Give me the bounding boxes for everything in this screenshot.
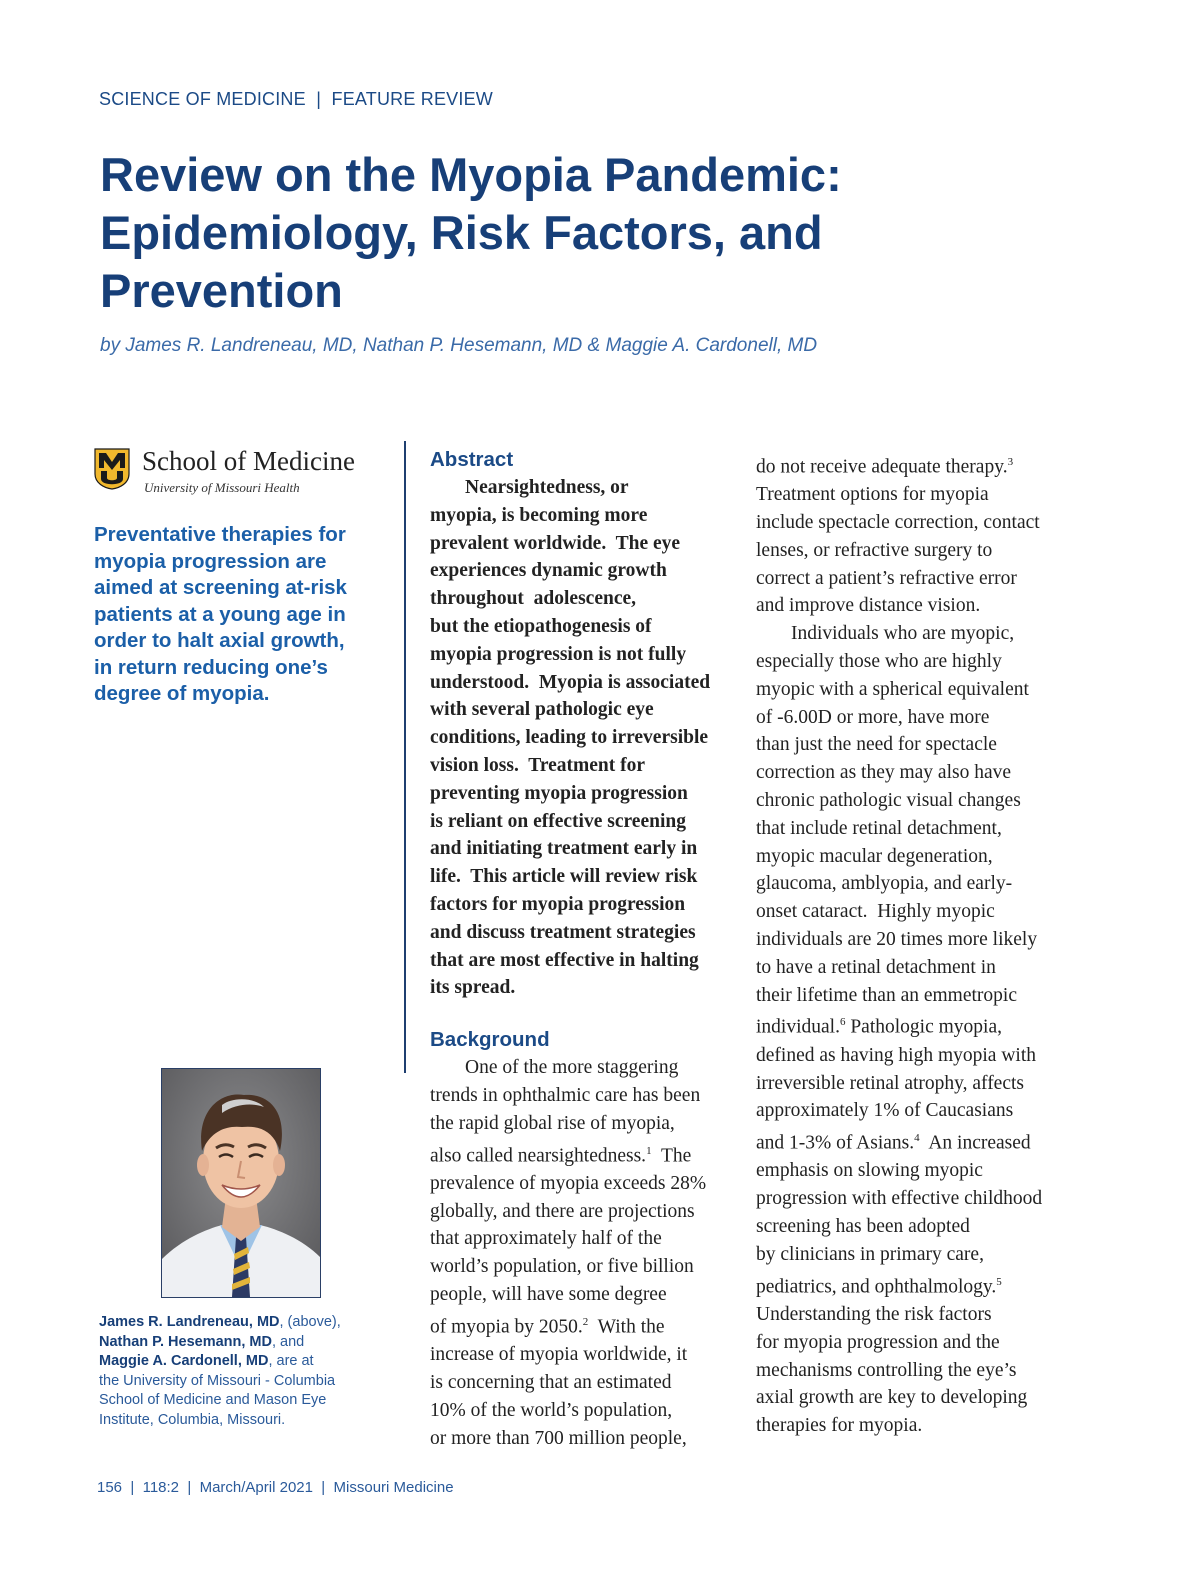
text-line: and initiating treatment early in <box>430 838 698 860</box>
text-line: prevalent worldwide. The eye <box>430 532 681 554</box>
reference-superscript: 5 <box>996 1275 1002 1288</box>
text-line: chronic pathologic visual changes <box>756 790 1021 812</box>
text-line: and discuss treatment strategies <box>430 921 696 943</box>
text-line: include spectacle correction, contact <box>756 512 1040 534</box>
text-line: myopic with a spherical equivalent <box>756 678 1029 700</box>
text-line: and 1-3% of Asians.$^4$ An increased <box>756 1132 1031 1154</box>
text-line: also called nearsightedness.$^1$ The <box>430 1144 692 1167</box>
reference-superscript: 2 <box>582 1315 589 1328</box>
text-line: of myopia by 2050.$^2$ With the <box>430 1315 665 1338</box>
text-line: or more than 700 million people, <box>430 1427 687 1449</box>
logo-name: School of Medicine <box>142 446 355 476</box>
text-line: with several pathologic eye <box>430 699 654 721</box>
reference-superscript: 3 <box>1007 456 1014 468</box>
text-line: Nearsightedness, or <box>465 477 629 498</box>
caption-author-name: James R. Landreneau, MD <box>99 1314 280 1330</box>
text-line: mechanisms controlling the eye’s <box>756 1359 1017 1381</box>
caption-text: , (above), <box>279 1314 341 1330</box>
text-line: prevalence of myopia exceeds 28% <box>430 1172 707 1194</box>
text-line: lenses, or refractive surgery to <box>756 539 993 561</box>
text-line: glaucoma, amblyopia, and early- <box>756 873 1013 895</box>
reference-superscript: 4 <box>914 1132 920 1145</box>
text-line: myopic macular degeneration, <box>756 845 993 867</box>
text-line: its spread. <box>430 977 516 999</box>
author-portrait <box>161 1068 321 1298</box>
text-line: but the etiopathogenesis of <box>430 615 652 637</box>
pull-quote <box>94 522 384 708</box>
text-line: axial growth are key to developing <box>756 1387 1028 1409</box>
column-abstract-background <box>430 446 735 1452</box>
pull-quote-line: in return reducing one’s <box>94 655 328 679</box>
abstract-body <box>430 474 735 1002</box>
text-line: therapies for myopia. <box>756 1415 923 1437</box>
mizzou-shield-icon <box>94 448 130 490</box>
portrait-illustration <box>162 1069 320 1297</box>
text-line: vision loss. Treatment for <box>430 754 646 776</box>
school-logo <box>94 446 384 496</box>
text-line: is concerning that an estimated <box>430 1371 672 1393</box>
background-body <box>430 1054 735 1452</box>
caption-line: School of Medicine and Mason Eye <box>99 1392 327 1408</box>
background-heading: Background <box>430 1028 550 1052</box>
pull-quote-line: aimed at screening at-risk <box>94 576 347 599</box>
page-footer: 156 | 118:2 | March/April 2021 | Missouri Medicine <box>97 1479 454 1496</box>
title-line: Review on the Myopia Pandemic: <box>100 148 842 201</box>
text-line: especially those who are highly <box>756 651 1002 673</box>
title-line: Prevention <box>100 264 343 317</box>
text-line: trends in ophthalmic care has been <box>430 1084 701 1106</box>
text-line: factors for myopia progression <box>430 893 686 915</box>
text-line: is reliant on effective screening <box>430 810 686 832</box>
text-line: onset cataract. Highly myopic <box>756 901 995 923</box>
reference-superscript: 1 <box>646 1144 652 1157</box>
text-line: pediatrics, and ophthalmology.$^5$ <box>756 1275 1002 1298</box>
text-line: Treatment options for myopia <box>756 484 989 506</box>
text-line: preventing myopia progression <box>430 782 688 804</box>
text-line: for myopia progression and the <box>756 1331 1000 1353</box>
text-line: conditions, leading to irreversible <box>430 727 709 749</box>
caption-line: the University of Missouri - Columbia <box>99 1372 336 1389</box>
text-line: approximately 1% of Caucasians <box>756 1100 1014 1122</box>
caption-text: , are at <box>268 1353 314 1369</box>
caption-author-name: Nathan P. Hesemann, MD <box>99 1333 272 1350</box>
column-body-continued <box>756 449 1071 1440</box>
text-line: people, will have some degree <box>430 1284 667 1306</box>
text-line: than just the need for spectacle <box>756 734 997 756</box>
text-line: correct a patient’s refractive error <box>756 567 1017 589</box>
text-line: that approximately half of the <box>430 1228 662 1250</box>
section-kicker: SCIENCE OF MEDICINE | FEATURE REVIEW <box>99 89 493 109</box>
text-line: of -6.00D or more, have more <box>756 706 990 728</box>
caption-text: , and <box>271 1333 305 1350</box>
logo-subtitle: University of Missouri Health <box>144 480 300 495</box>
text-line: individuals are 20 times more likely <box>756 929 1038 951</box>
pull-quote-line: patients at a young age in <box>94 602 346 626</box>
text-line: defined as having high myopia with <box>756 1044 1036 1066</box>
text-line: that include retinal detachment, <box>756 817 1002 839</box>
text-line: One of the more staggering <box>465 1057 679 1079</box>
pull-quote-line: order to halt axial growth, <box>94 629 345 652</box>
text-line: to have a retinal detachment in <box>756 956 996 978</box>
text-line: myopia progression is not fully <box>430 643 687 665</box>
text-line: do not receive adequate therapy.$^3$ <box>756 456 1014 478</box>
pull-quote-line: Preventative therapies for <box>94 523 346 546</box>
text-line: their lifetime than an emmetropic <box>756 984 1017 1006</box>
text-line: correction as they may also have <box>756 762 1012 784</box>
title-line: Epidemiology, Risk Factors, and <box>100 206 823 259</box>
text-line: life. This article will review risk <box>430 866 698 888</box>
text-line: experiences dynamic growth <box>430 560 667 582</box>
text-line: throughout adolescence, <box>430 588 637 610</box>
text-line: globally, and there are projections <box>430 1200 695 1222</box>
text-line: and improve distance vision. <box>756 595 981 617</box>
abstract-heading: Abstract <box>430 448 514 471</box>
text-line: Understanding the risk factors <box>756 1303 992 1325</box>
text-line: screening has been adopted <box>756 1216 970 1238</box>
author-caption <box>99 1313 389 1430</box>
reference-superscript: 6 <box>839 1016 846 1029</box>
text-line: emphasis on slowing myopic <box>756 1160 983 1182</box>
caption-author-name: Maggie A. Cardonell, MD <box>99 1353 269 1369</box>
text-line: by clinicians in primary care, <box>756 1243 984 1265</box>
text-line: 10% of the world’s population, <box>430 1399 673 1421</box>
pull-quote-line: myopia progression are <box>94 549 327 573</box>
column-divider <box>404 441 406 1073</box>
text-line: myopia, is becoming more <box>430 504 648 526</box>
text-line: the rapid global rise of myopia, <box>430 1112 675 1134</box>
byline: by James R. Landreneau, MD, Nathan P. Hesemann, MD & Maggie A. Cardonell, MD <box>100 335 818 356</box>
text-line: Individuals who are myopic, <box>791 623 1015 645</box>
text-line: understood. Myopia is associated <box>430 671 711 693</box>
text-line: individual.$^6$ Pathologic myopia, <box>756 1016 1002 1038</box>
text-line: progression with effective childhood <box>756 1188 1043 1210</box>
article-title <box>100 146 1000 320</box>
section-gap <box>430 1002 735 1026</box>
text-line: irreversible retinal atrophy, affects <box>756 1072 1025 1094</box>
text-line: that are most effective in halting <box>430 949 699 971</box>
text-line: world’s population, or five billion <box>430 1256 694 1278</box>
pull-quote-line: degree of myopia. <box>94 682 270 705</box>
caption-line: Institute, Columbia, Missouri. <box>99 1411 286 1428</box>
text-line: increase of myopia worldwide, it <box>430 1344 688 1366</box>
